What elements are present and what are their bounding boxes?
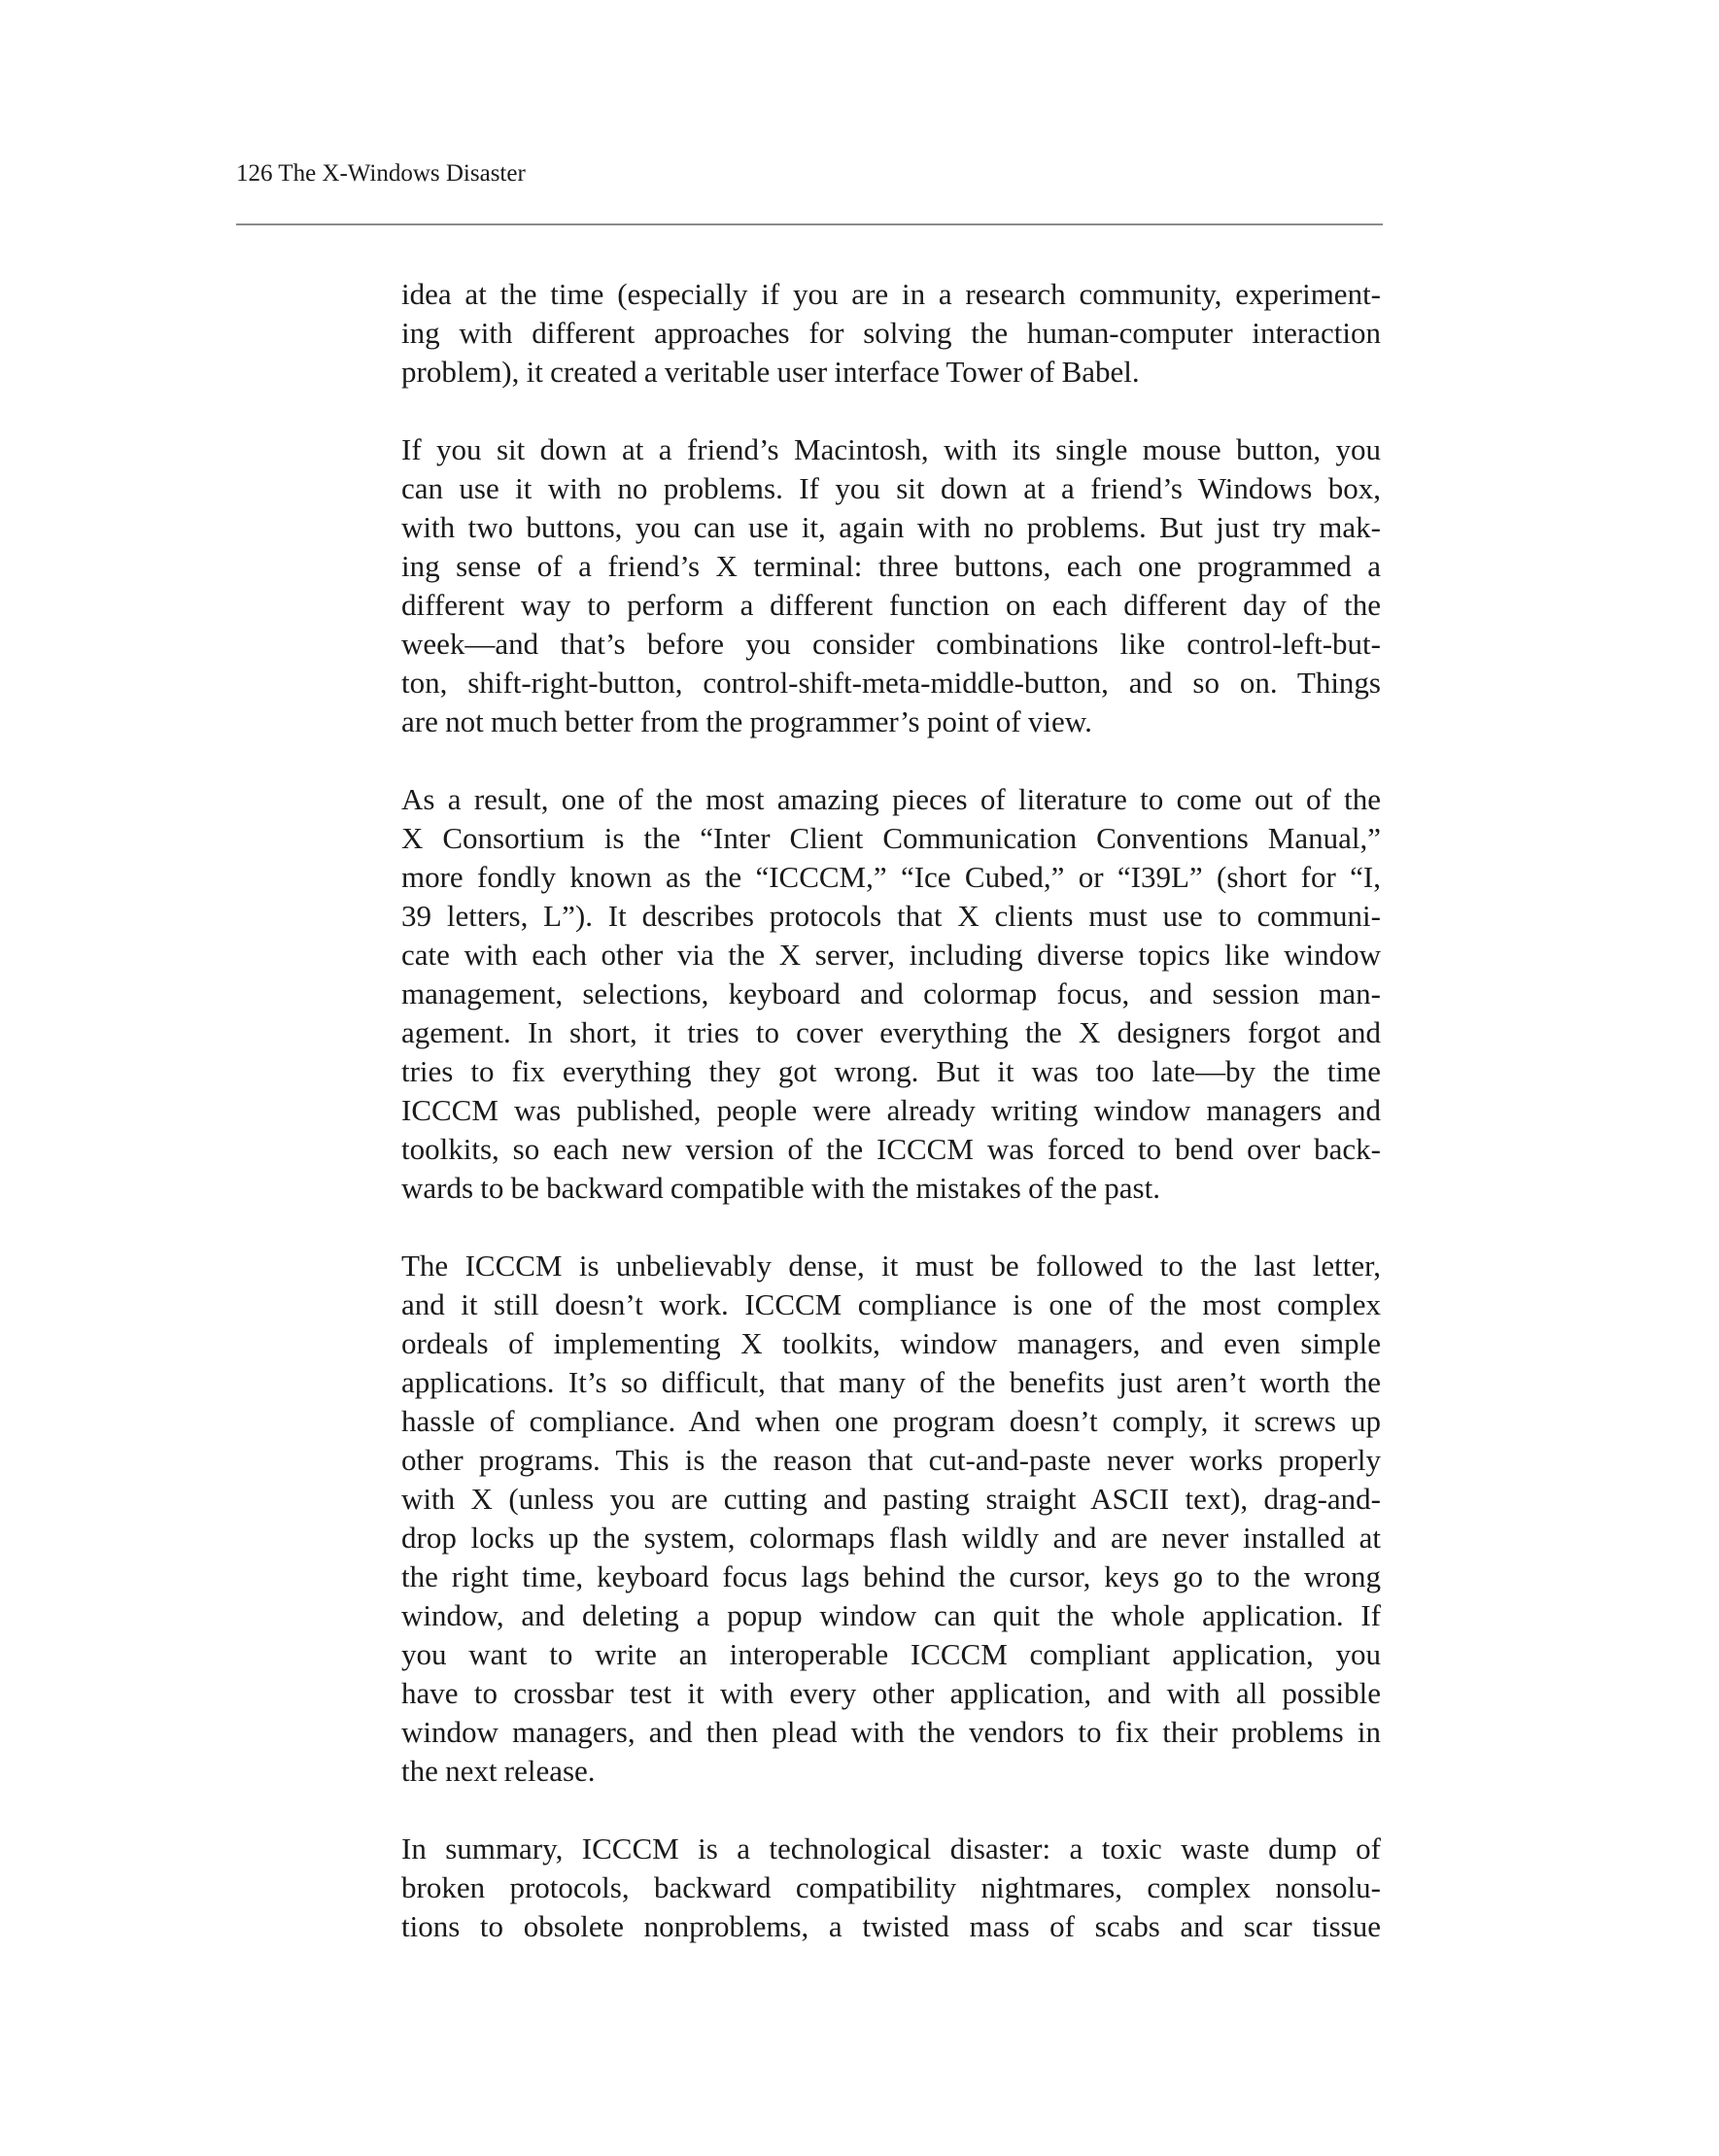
- text-line: can use it with no problems. If you sit down at a friend’s Windows box,: [401, 471, 1381, 505]
- text-line: X Consortium is the “Inter Client Communication Conventions Manual,”: [401, 821, 1381, 855]
- text-line: more fondly known as the “ICCCM,” “Ice Cubed,” or “I39L” (short for “I,: [401, 860, 1381, 894]
- text-line: window, and deleting a popup window can quit the whole application. If: [401, 1598, 1381, 1632]
- text-line: and it still doesn’t work. ICCCM compliance is one of the most complex: [401, 1287, 1381, 1321]
- text-line: ing sense of a friend’s X terminal: three buttons, each one programmed a: [401, 549, 1381, 583]
- text-line: with two buttons, you can use it, again with no problems. But just try mak-: [401, 510, 1381, 544]
- text-line: agement. In short, it tries to cover everything the X designers forgot and: [401, 1015, 1381, 1049]
- text-line: wards to be backward compatible with the mistakes of the past.: [401, 1171, 1160, 1205]
- paragraph-1: [401, 275, 1381, 392]
- text-line: you want to write an interoperable ICCCM compliant application, you: [401, 1637, 1381, 1671]
- text-line: In summary, ICCCM is a technological disaster: a toxic waste dump of: [401, 1831, 1381, 1865]
- paragraph-5: [401, 1830, 1381, 1946]
- body-text: [401, 275, 1381, 1985]
- header-divider: [236, 223, 1383, 225]
- text-line: ton, shift-right-button, control-shift-meta-middle-button, and so on. Things: [401, 666, 1381, 700]
- text-line: tions to obsolete nonproblems, a twisted mass of scabs and scar tissue: [401, 1909, 1381, 1943]
- text-line: If you sit down at a friend’s Macintosh, with its single mouse button, you: [401, 432, 1381, 466]
- paragraph-4: [401, 1247, 1381, 1791]
- text-line: 39 letters, L”). It describes protocols that X clients must use to communi-: [401, 899, 1381, 933]
- text-line: applications. It’s so difficult, that many of the benefits just aren’t worth the: [401, 1365, 1381, 1399]
- text-line: other programs. This is the reason that cut-and-paste never works properly: [401, 1443, 1381, 1477]
- text-line: are not much better from the programmer’s point of view.: [401, 704, 1092, 738]
- text-line: idea at the time (especially if you are in a research community, experiment-: [401, 277, 1381, 311]
- text-line: ICCCM was published, people were already writing window managers and: [401, 1093, 1381, 1127]
- text-line: different way to perform a different function on each different day of the: [401, 588, 1381, 622]
- text-line: have to crossbar test it with every other application, and with all possible: [401, 1676, 1381, 1710]
- paragraph-2: [401, 430, 1381, 741]
- text-line: week—and that’s before you consider combinations like control-left-but-: [401, 627, 1381, 661]
- text-line: the right time, keyboard focus lags behind the cursor, keys go to the wrong: [401, 1559, 1381, 1593]
- paragraph-3: [401, 780, 1381, 1208]
- running-head: 126 The X-Windows Disaster: [236, 160, 526, 187]
- text-line: with X (unless you are cutting and pasting straight ASCII text), drag-and-: [401, 1482, 1381, 1516]
- text-line: window managers, and then plead with the vendors to fix their problems in: [401, 1715, 1381, 1749]
- text-line: toolkits, so each new version of the ICCCM was forced to bend over back-: [401, 1132, 1381, 1166]
- text-line: The ICCCM is unbelievably dense, it must be followed to the last letter,: [401, 1249, 1381, 1283]
- text-line: ing with different approaches for solving the human-computer interaction: [401, 316, 1381, 350]
- text-line: As a result, one of the most amazing pieces of literature to come out of the: [401, 782, 1381, 816]
- text-line: drop locks up the system, colormaps flash wildly and are never installed at: [401, 1521, 1381, 1555]
- text-line: broken protocols, backward compatibility nightmares, complex nonsolu-: [401, 1870, 1381, 1904]
- text-line: problem), it created a veritable user interface Tower of Babel.: [401, 355, 1140, 389]
- text-line: management, selections, keyboard and colormap focus, and session man-: [401, 976, 1381, 1010]
- text-line: hassle of compliance. And when one program doesn’t comply, it screws up: [401, 1404, 1381, 1438]
- text-line: cate with each other via the X server, including diverse topics like window: [401, 938, 1381, 972]
- text-line: tries to fix everything they got wrong. But it was too late—by the time: [401, 1054, 1381, 1088]
- text-line: ordeals of implementing X toolkits, window managers, and even simple: [401, 1326, 1381, 1360]
- text-line: the next release.: [401, 1754, 596, 1788]
